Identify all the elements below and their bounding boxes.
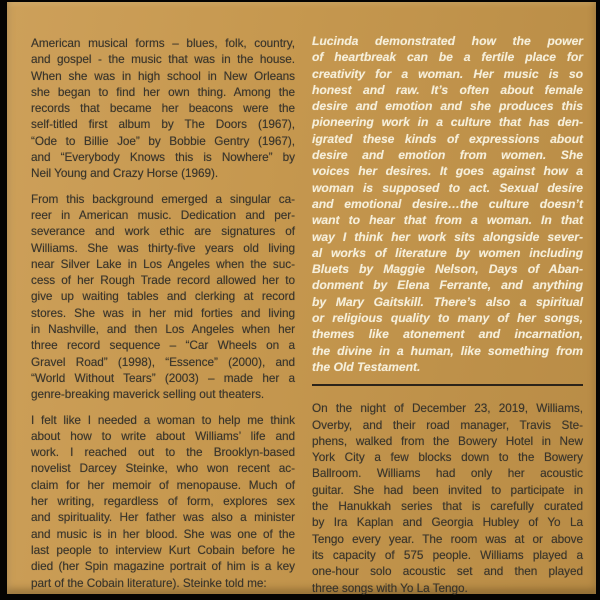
text-line: one-hour solo acoustic set and then played — [312, 564, 583, 579]
text-line: and music is in her blood. She was one of the — [31, 526, 295, 541]
text-line: When she was in high school in New Orleans — [31, 68, 295, 83]
text-line: cess of her Rough Trade record allowed her to — [31, 273, 295, 288]
text-line: or religious quality to many of her songs, — [312, 311, 583, 326]
text-line: On the night of December 23, 2019, Williams, — [312, 401, 583, 416]
text-line: and gospel - the music that was in the house. — [31, 52, 295, 67]
text-line: I felt like I needed a woman to help me think — [31, 412, 295, 427]
text-line: in Nashville, and then Los Angeles when her — [31, 322, 295, 337]
paragraph-musical-forms — [31, 35, 295, 182]
text-line: Lucinda demonstrated how the power — [312, 34, 583, 48]
right-column — [312, 33, 583, 596]
text-line: stores. She was in her mid forties and living — [31, 305, 295, 320]
text-line: near Silver Lake in Los Angeles when the suc- — [31, 256, 295, 271]
text-line: igrated these kinds of expressions about — [312, 131, 583, 146]
text-line: way I think her work sits alongside sever- — [312, 229, 583, 244]
text-line: about how to write about Williams’ life and — [31, 428, 295, 443]
text-line: three songs with Yo La Tengo. — [312, 580, 468, 595]
text-line: Tengo every year. The room was at or above — [312, 531, 583, 546]
text-line: and emotional desire…the culture doesn’t — [312, 196, 583, 211]
text-line: the divine in a human, like something from — [312, 343, 583, 358]
text-line: the Hanukkah series that is carefully curated — [312, 499, 583, 514]
steinke-quote-paragraph — [312, 33, 583, 375]
left-column — [31, 35, 295, 591]
text-line: by Mary Gaitskill. There’s also a spiritual — [312, 294, 583, 309]
text-line: part of the Cobain literature). Steinke told me: — [31, 575, 267, 590]
text-line: her writing, regardless of form, explores sex — [31, 494, 295, 509]
text-line: the Old Testament. — [312, 359, 421, 374]
text-line: American musical forms – blues, folk, country, — [31, 36, 295, 50]
paragraph-career — [31, 191, 295, 403]
text-line: “World Without Tears” (2003) – made her a — [31, 370, 295, 385]
text-line: three record sequence – “Car Wheels on a — [31, 338, 295, 353]
text-line: and “Everybody Knows this is Nowhere” by — [31, 150, 295, 165]
text-line: guitar. She had been invited to participate in — [312, 482, 583, 497]
text-line: want to hear that from a woman. In that — [312, 213, 583, 228]
text-line: creativity for a woman. Her music is so — [312, 66, 583, 81]
text-line: she began to find her own thing. Among the — [31, 84, 295, 99]
text-line: novelist Darcey Steinke, who won recent ac- — [31, 461, 295, 476]
text-line: desire and emotion from women. She — [312, 148, 583, 163]
text-line: desire and emotion and she produces this — [312, 99, 583, 114]
page-scan — [7, 2, 596, 594]
text-line: pioneering work in a culture that has den- — [312, 115, 583, 130]
section-divider — [312, 384, 583, 386]
text-line: work. I reached out to the Brooklyn-based — [31, 445, 295, 460]
text-line: “Ode to Billie Joe” by Bobbie Gentry (1967), — [31, 133, 295, 148]
text-line: claim for her memoir of menopause. Much of — [31, 477, 295, 492]
text-line: Williams. She was thirty-five years old living — [31, 240, 295, 255]
text-line: by Ira Kaplan and Georgia Hubley of Yo La — [312, 515, 583, 530]
text-line: records that became her beacons were the — [31, 101, 295, 116]
text-line: give up waiting tables and clerking at record — [31, 289, 295, 304]
text-line: al works of literature by women including — [312, 245, 583, 260]
text-line: died (her Spin magazine portrait of him is a key — [31, 559, 295, 574]
text-line: genre-breaking maverick selling out theaters. — [31, 387, 265, 402]
text-line: Bluets by Maggie Nelson, Days of Aban- — [312, 262, 583, 277]
text-line: self-titled first album by The Doors (1967), — [31, 117, 295, 132]
text-line: its capacity of 575 people. Williams played a — [312, 547, 583, 562]
text-line: woman is supposed to act. Sexual desire — [312, 180, 583, 195]
text-line: York City a few blocks down to the Bowery — [312, 450, 583, 465]
text-line: donment by Elena Ferrante, and anything — [312, 278, 583, 293]
text-line: of heartbreak can be a fertile place for — [312, 50, 583, 65]
text-line: reer in American music. Dedication and per- — [31, 207, 295, 222]
text-line: last people to interview Kurt Cobain before he — [31, 542, 295, 557]
text-line: themes like atonement and incarnation, — [312, 327, 583, 342]
text-line: From this background emerged a singular ca- — [31, 191, 295, 206]
text-line: Overby, and their road manager, Travis Ste- — [312, 417, 583, 432]
text-line: honest and raw. It’s often about female — [312, 82, 583, 97]
text-line: Gravel Road” (1998), “Essence” (2000), and — [31, 354, 295, 369]
text-line: Ballroom. Williams had only her acoustic — [312, 466, 583, 481]
text-line: and spirituality. Her father was also a minister — [31, 510, 295, 525]
text-line: severance and work ethic are signatures of — [31, 224, 295, 239]
text-line: Neil Young and Crazy Horse (1969). — [31, 166, 219, 181]
text-line: phens, walked from the Bowery Hotel in New — [312, 433, 583, 448]
paragraph-steinke-intro — [31, 412, 295, 591]
paragraph-bowery-show — [312, 400, 583, 596]
text-line: voices her desires. It goes against how a — [312, 164, 583, 179]
